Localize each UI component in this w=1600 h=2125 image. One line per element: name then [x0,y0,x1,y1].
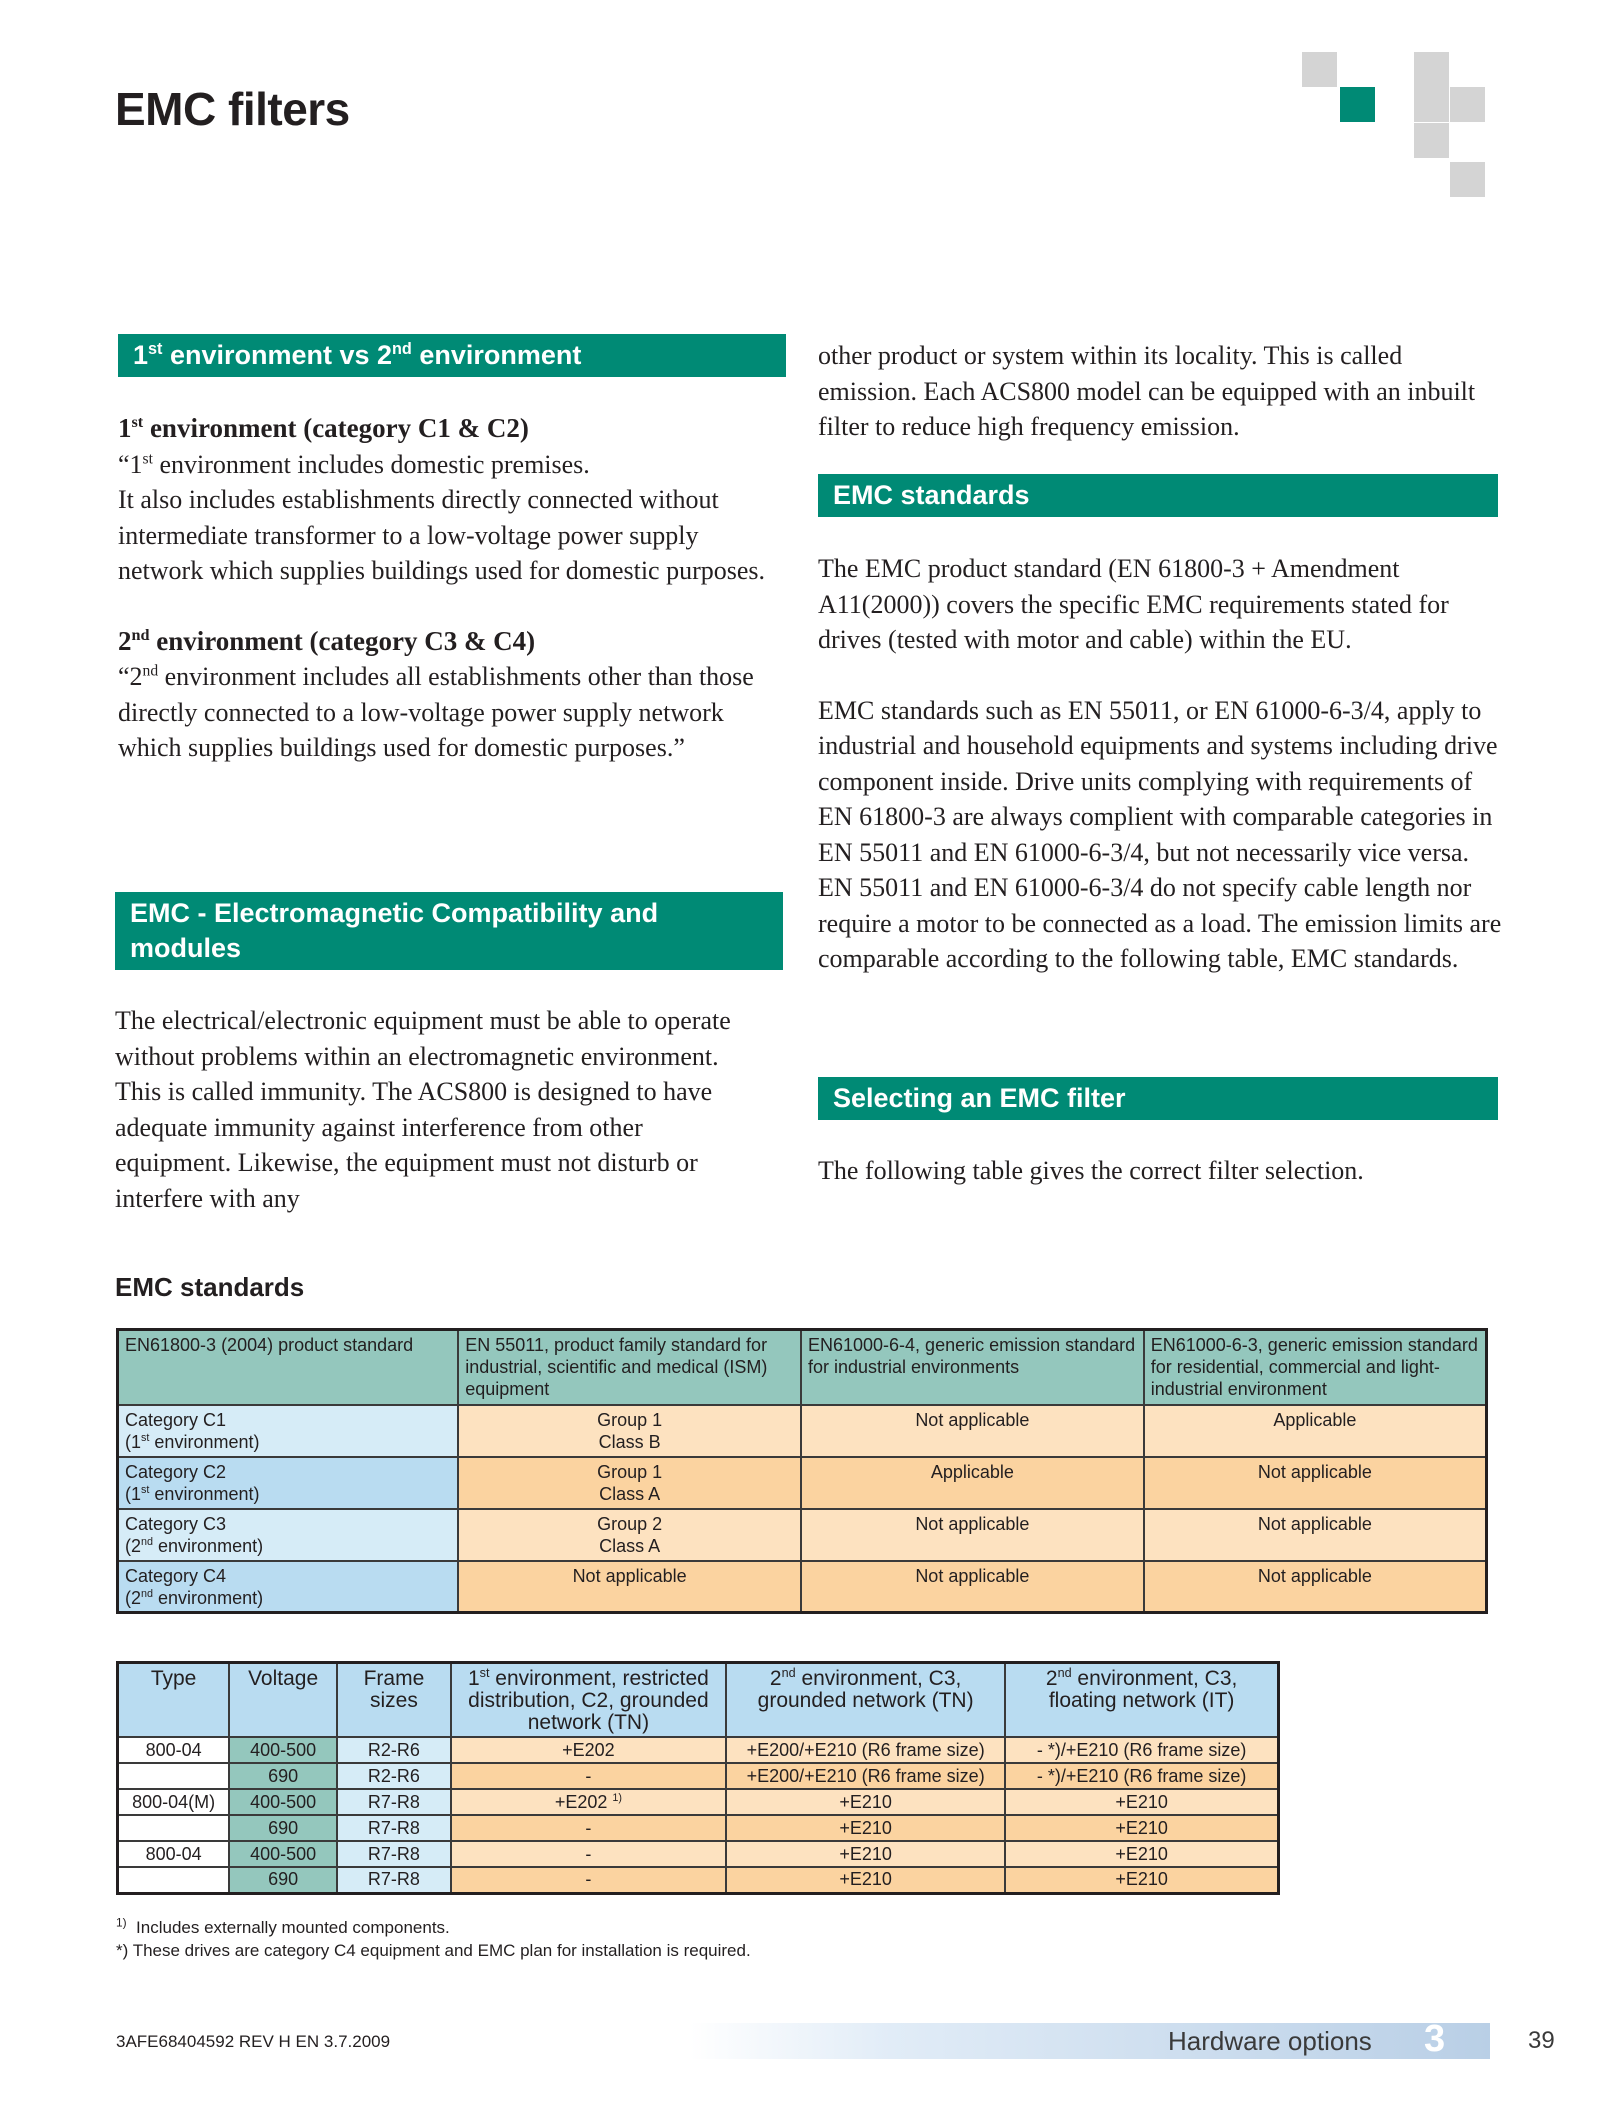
cell-env1: +E202 $^{1)}$ [451,1789,726,1815]
table-cell: Not applicable [801,1561,1144,1613]
table-row [118,1457,1487,1509]
table-header-cell: EN61000-6-3, generic emission standard for residential, commercial and light-industrial environment [1144,1330,1487,1405]
header-voltage: Voltage [229,1663,337,1738]
table-cell: Not applicable [1144,1509,1487,1561]
cell-type: 800-04 [118,1737,230,1763]
table-cell: Applicable [801,1457,1144,1509]
footer-section-title: Hardware options [1168,2026,1372,2056]
table-row [118,1561,1487,1613]
section-bar-emc-modules: EMC - Electromagnetic Compatibility and modules [115,892,783,970]
table-header-cell: EN61000-6-4, generic emission standard for industrial environments [801,1330,1144,1405]
table-row [118,1789,1279,1815]
right-text-block [818,551,1508,977]
cell-env2-it: - *)/+E210 (R6 frame size) [1005,1737,1278,1763]
paragraph-emc-standards: EMC standards such as EN 55011, or EN 61000-6-3/4, apply to industrial and household equipments and systems including drive component inside. Drive units complying with requirements of EN 61800-3 are always complient with comparable categories in EN 55011 and EN 61000-6-3/4, but not necessarily vice versa. EN 55011 and EN 61000-6-3/4 do not specify cable length nor require a motor to be connected as a load. The emission limits are comparable according to the following table, EMC standards. [818,695,1502,973]
paragraph-product-standard: The EMC product standard (EN 61800-3 + Amendment A11(2000)) covers the specific EMC requirements stated for drives (tested with motor and cable) within the EU. [818,554,1449,654]
table-row [118,1509,1487,1561]
filter-selection-table [116,1661,1280,1895]
header-second-environment-it: 2nd environment, C3, floating network (IT) [1005,1663,1278,1738]
cell-env2-it: - *)/+E210 (R6 frame size) [1005,1763,1278,1789]
cell-env2-tn: +E200/+E210 (R6 frame size) [726,1737,1005,1763]
header-second-environment-tn: 2nd environment, C3, grounded network (TN) [726,1663,1005,1738]
header-frame-sizes: Frame sizes [337,1663,451,1738]
table-cell: Not applicable [1144,1457,1487,1509]
cell-env2-tn: +E210 [726,1789,1005,1815]
cell-env2-tn: +E210 [726,1867,1005,1893]
cell-voltage: 400-500 [229,1789,337,1815]
table-cell: Group 1 Class A [458,1457,801,1509]
table-cell: Not applicable [1144,1561,1487,1613]
header-type: Type [118,1663,230,1738]
cell-env1: - [451,1763,726,1789]
cell-voltage: 400-500 [229,1737,337,1763]
cell-env2-tn: +E210 [726,1815,1005,1841]
cell-env1: - [451,1867,726,1893]
subheading-second-environment: 2nd environment (category C3 & C4) [118,625,536,656]
cell-type [118,1815,230,1841]
cell-voltage: 690 [229,1815,337,1841]
section-bar-emc-standards: EMC standards [818,474,1498,517]
table-cell: Group 2 Class A [458,1509,801,1561]
footnote-1: $^{1)}$ Includes externally mounted components. [116,1915,450,1937]
document-code: 3AFE68404592 REV H EN 3.7.2009 [116,2032,391,2051]
emc-standards-table [116,1328,1488,1614]
cell-env2-tn: +E200/+E210 (R6 frame size) [726,1763,1005,1789]
table-header-cell: EN 55011, product family standard for industrial, scientific and medical (ISM) equipment [458,1330,801,1405]
cell-frame: R7-R8 [337,1841,451,1867]
cell-voltage: 690 [229,1867,337,1893]
cell-frame: R7-R8 [337,1789,451,1815]
table-cell: Not applicable [458,1561,801,1613]
row-label: Category C1 (1st environment) [118,1405,459,1457]
cell-frame: R2-R6 [337,1737,451,1763]
cell-env1: - [451,1841,726,1867]
paragraph-second-environment: “2nd environment includes all establishments other than those directly connected to a low-voltage power supply network which supplies buildings used for domestic purposes.” [118,662,754,762]
paragraph-emission-continued: other product or system within its locality. This is called emission. Each ACS800 model can be equipped with an inbuilt filter to reduce high frequency emission. [818,341,1476,441]
row-label: Category C4 (2nd environment) [118,1561,459,1613]
paragraph-first-environment: “1st environment includes domestic premises. It also includes establishments directly connected without intermediate transformer to a low-voltage power supply network which supplies buildings used for domestic purposes. [118,449,766,585]
table-row [118,1867,1279,1893]
table-cell: Applicable [1144,1405,1487,1457]
table-cell: Not applicable [801,1405,1144,1457]
header-first-environment: 1st environment, restricted distribution, C2, grounded network (TN) [451,1663,726,1738]
cell-env1: +E202 [451,1737,726,1763]
paragraph-immunity: The electrical/electronic equipment must be able to operate without problems within an electromagnetic environment. This is called immunity. The ACS800 is designed to have adequate immunity against interference from other equipment. Likewise, the equipment must not disturb or interfere with any [115,1006,731,1213]
cell-type: 800-04 [118,1841,230,1867]
cell-type: 800-04(M) [118,1789,230,1815]
cell-env1: - [451,1815,726,1841]
row-label: Category C3 (2nd environment) [118,1509,459,1561]
subheading-first-environment: 1st environment (category C1 & C2) [118,413,529,443]
cell-voltage: 690 [229,1763,337,1789]
cell-env2-it: +E210 [1005,1867,1278,1893]
cell-env2-tn: +E210 [726,1841,1005,1867]
cell-voltage: 400-500 [229,1841,337,1867]
cell-frame: R7-R8 [337,1815,451,1841]
cell-type [118,1763,230,1789]
table-row [118,1737,1279,1763]
section-bar-selecting-filter: Selecting an EMC filter [818,1077,1498,1120]
page-title: EMC filters [115,83,350,135]
chapter-number: 3 [1424,2018,1446,2060]
cell-env2-it: +E210 [1005,1815,1278,1841]
table-row [118,1815,1279,1841]
footnote-2: *) These drives are category C4 equipment and EMC plan for installation is required. [116,1941,751,1960]
cell-env2-it: +E210 [1005,1789,1278,1815]
table-cell: Group 1 Class B [458,1405,801,1457]
emc-standards-table-title: EMC standards [115,1272,305,1302]
cell-frame: R7-R8 [337,1867,451,1893]
cell-type [118,1867,230,1893]
table-row [118,1763,1279,1789]
left-text-block-1 [118,411,788,766]
table-row [118,1841,1279,1867]
cell-env2-it: +E210 [1005,1841,1278,1867]
table-row [118,1405,1487,1457]
section-bar-environments: 1st environment vs 2nd environment [118,334,786,377]
table-cell: Not applicable [801,1509,1144,1561]
paragraph-filter-selection: The following table gives the correct filter selection. [818,1156,1364,1185]
table-header-cell: EN61800-3 (2004) product standard [118,1330,459,1405]
row-label: Category C2 (1st environment) [118,1457,459,1509]
cell-frame: R2-R6 [337,1763,451,1789]
table-header-row [118,1330,1487,1405]
page-number: 39 [1528,2027,1555,2054]
table-header-row [118,1663,1279,1738]
